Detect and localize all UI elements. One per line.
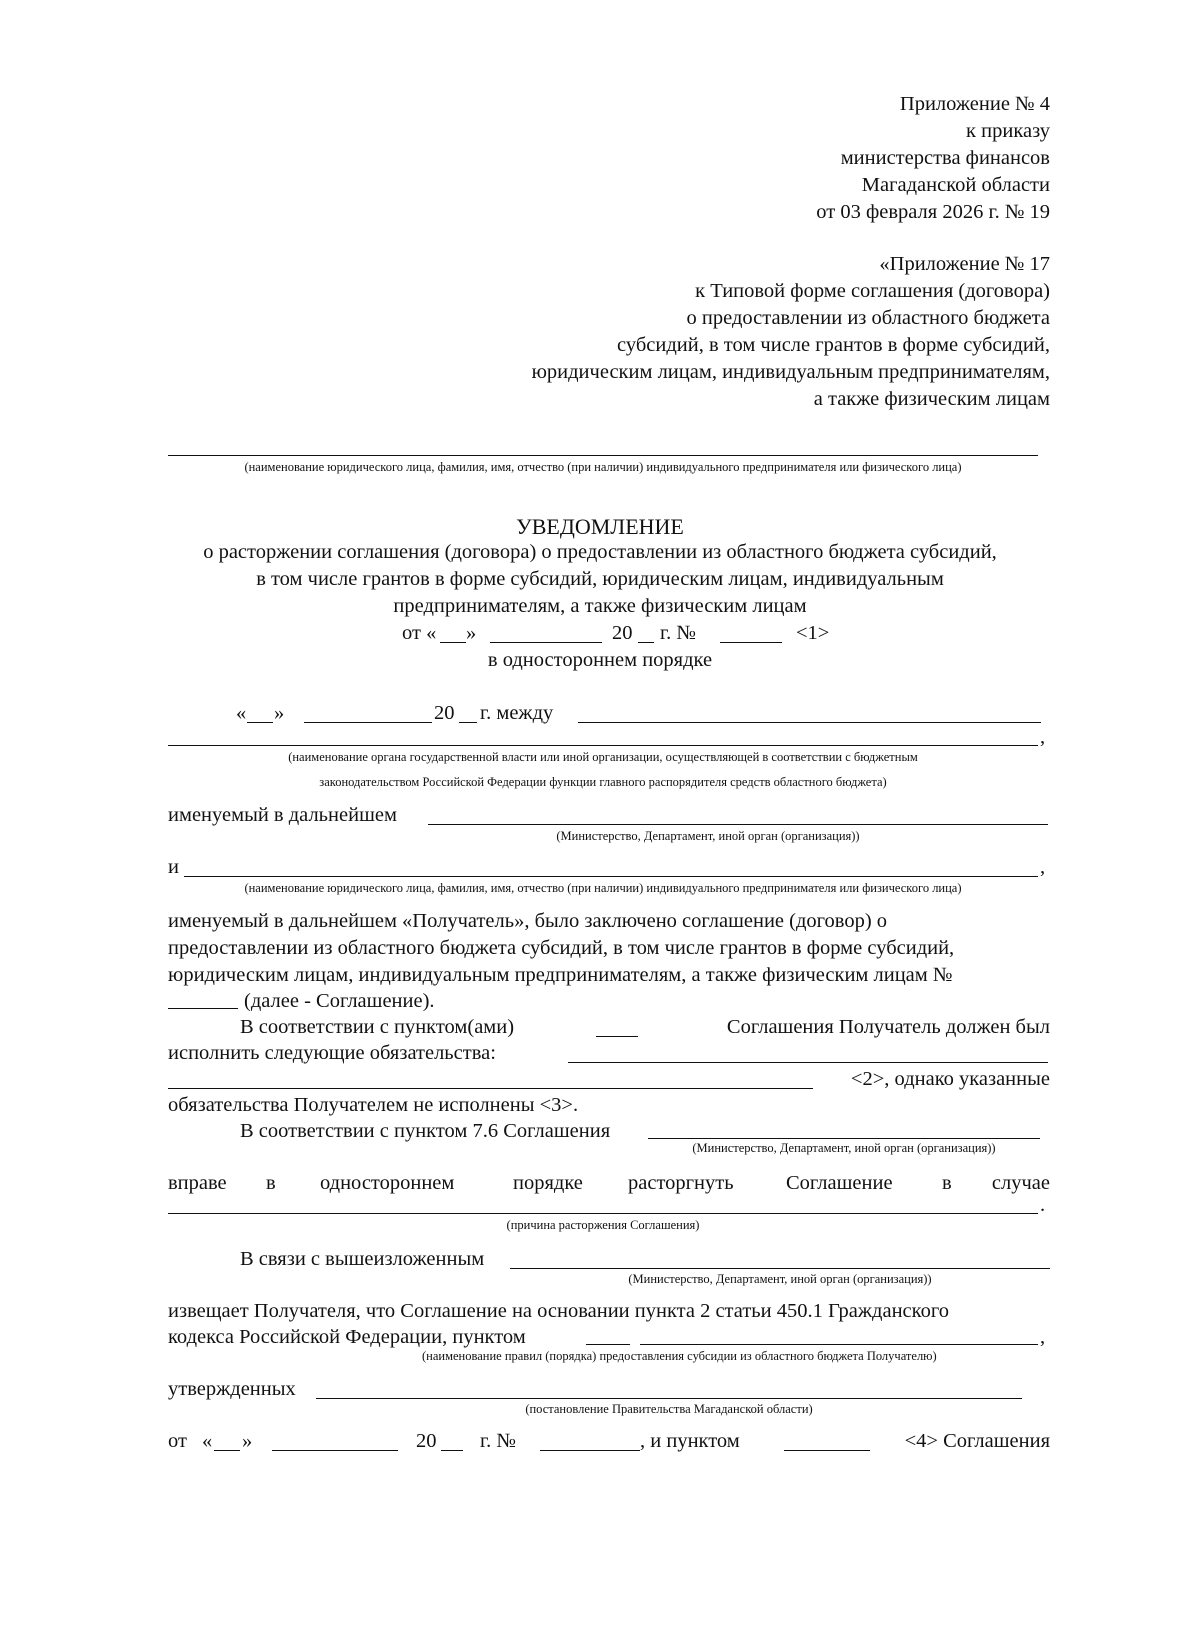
paragraph-line: <2>, однако указанные	[850, 1068, 1050, 1090]
header-line: юридическим лицам, индивидуальным предпринимателям,	[531, 361, 1050, 383]
title-day-field[interactable]	[440, 642, 466, 643]
ministry-field-2[interactable]	[648, 1138, 1040, 1139]
word: порядке	[513, 1172, 583, 1194]
recipient-caption: (наименование юридического лица, фамилия, имя, отчество (при наличии) индивидуального предпринимателя или физического лица)	[244, 881, 962, 895]
and-point-label: , и пунктом	[640, 1430, 740, 1452]
obligations-field-2[interactable]	[168, 1088, 813, 1089]
title-line: в том числе грантов в форме субсидий, юридическим лицам, индивидуальным	[256, 568, 944, 590]
agreement-number-field[interactable]	[168, 1008, 238, 1009]
resolution-caption: (постановление Правительства Магаданской области)	[525, 1402, 813, 1416]
ministry-field[interactable]	[428, 824, 1048, 825]
period: .	[1040, 1194, 1046, 1216]
paragraph-line: юридическим лицам, индивидуальным предпринимателям, а также физическим лицам №	[168, 964, 953, 986]
header-line: к приказу	[966, 120, 1050, 142]
paragraph-line: В связи с вышеизложенным	[240, 1248, 485, 1270]
paragraph-line: извещает Получателя, что Соглашение на основании пункта 2 статьи 450.1 Гражданского	[168, 1300, 949, 1322]
title-year-field[interactable]	[638, 642, 654, 643]
header-line: Магаданской области	[861, 174, 1050, 196]
title-number-label: г. №	[660, 622, 696, 644]
rules-point-field[interactable]	[586, 1344, 630, 1345]
paragraph-line: кодекса Российской Федерации, пунктом	[168, 1326, 526, 1348]
recipient-top-caption: (наименование юридического лица, фамилия, имя, отчество (при наличии) индивидуального предпринимателя или физического лица)	[244, 460, 962, 474]
word: случае	[991, 1172, 1050, 1194]
point-field[interactable]	[784, 1450, 870, 1451]
paragraph-line: В соответствии с пунктом(ами)	[240, 1016, 515, 1038]
date-year: 20	[434, 702, 455, 724]
header-line: «Приложение № 17	[879, 253, 1050, 275]
organ-field[interactable]	[578, 722, 1041, 723]
ministry-caption-2: (Министерство, Департамент, иной орган (организация))	[692, 1141, 996, 1155]
word: одностороннем	[320, 1172, 455, 1194]
between-label: г. между	[480, 702, 554, 724]
rules-name-field[interactable]	[640, 1344, 1038, 1345]
header-line: Приложение № 4	[899, 93, 1050, 115]
resolution-number-field[interactable]	[540, 1450, 640, 1451]
date-year-field[interactable]	[459, 722, 477, 723]
word: в	[942, 1172, 952, 1194]
paragraph-line: предоставлении из областного бюджета субсидий, в том числе грантов в форме субсидий,	[168, 937, 955, 959]
word: в	[266, 1172, 276, 1194]
header-line: о предоставлении из областного бюджета	[686, 307, 1050, 329]
header-line: субсидий, в том числе грантов в форме субсидий,	[617, 334, 1050, 356]
approved-label: утвержденных	[168, 1378, 296, 1400]
date-quote-close: »	[242, 1430, 253, 1452]
word: расторгнуть	[628, 1172, 734, 1194]
reason-caption: (причина расторжения Соглашения)	[506, 1218, 700, 1232]
resolution-day-field[interactable]	[214, 1450, 240, 1451]
title-year: 20	[612, 622, 633, 644]
paragraph-line: В соответствии с пунктом 7.6 Соглашения	[240, 1120, 611, 1142]
named-label: именуемый в дальнейшем	[168, 804, 397, 826]
resolution-year: 20	[416, 1430, 437, 1452]
date-quote-open: «	[236, 702, 247, 724]
header-line: к Типовой форме соглашения (договора)	[695, 280, 1050, 302]
from-label: от	[168, 1430, 187, 1452]
organ-field-2[interactable]	[168, 745, 1038, 746]
paragraph-line: обязательства Получателем не исполнены <3>.	[168, 1094, 579, 1116]
title-month-field[interactable]	[490, 642, 602, 643]
date-month-field[interactable]	[304, 722, 432, 723]
header-line: а также физическим лицам	[813, 388, 1050, 410]
comma: ,	[1040, 726, 1046, 748]
paragraph-line: (далее - Соглашение).	[244, 990, 435, 1012]
resolution-number-label: г. №	[480, 1430, 516, 1452]
ministry-caption-3: (Министерство, Департамент, иной орган (организация))	[628, 1272, 932, 1286]
header-line: министерства финансов	[840, 147, 1050, 169]
comma: ,	[1040, 1326, 1046, 1348]
obligations-field[interactable]	[568, 1062, 1048, 1063]
reason-field[interactable]	[168, 1213, 1038, 1214]
title-date-from: от «	[402, 622, 437, 644]
ministry-caption: (Министерство, Департамент, иной орган (организация))	[556, 829, 860, 843]
paragraph-line: Соглашения Получатель должен был	[726, 1016, 1050, 1038]
ministry-field-3[interactable]	[510, 1268, 1050, 1269]
paragraph-line: исполнить следующие обязательства:	[168, 1042, 496, 1064]
word: Соглашение	[786, 1172, 893, 1194]
organ-caption-2: законодательством Российской Федерации функции главного распорядителя средств областного бюджета)	[319, 775, 887, 789]
recipient-top-field[interactable]	[168, 455, 1038, 456]
title-line: о расторжении соглашения (договора) о предоставлении из областного бюджета субсидий,	[203, 541, 997, 563]
title-line: в одностороннем порядке	[487, 649, 713, 671]
comma: ,	[1040, 856, 1046, 878]
word: вправе	[168, 1172, 227, 1194]
title-line: предпринимателям, а также физическим лицам	[393, 595, 807, 617]
footnote-4: <4> Соглашения	[904, 1430, 1050, 1452]
title-date-quote: »	[466, 622, 477, 644]
header-line: от 03 февраля 2026 г. № 19	[816, 201, 1050, 223]
footnote-1: <1>	[796, 622, 830, 644]
resolution-field[interactable]	[316, 1398, 1022, 1399]
organ-caption-1: (наименование органа государственной власти или иной организации, осуществляющей в соответствии с бюджетным	[288, 750, 918, 764]
and-label: и	[168, 856, 179, 878]
recipient-field[interactable]	[184, 876, 1038, 877]
date-quote-open: «	[202, 1430, 213, 1452]
clause-number-field[interactable]	[596, 1036, 638, 1037]
document-title: УВЕДОМЛЕНИЕ	[516, 514, 684, 539]
paragraph-line: именуемый в дальнейшем «Получатель», было заключено соглашение (договор) о	[168, 910, 888, 932]
title-number-field[interactable]	[720, 642, 782, 643]
rules-caption: (наименование правил (порядка) предоставления субсидии из областного бюджета Получателю)	[422, 1349, 937, 1363]
date-quote-close: »	[274, 702, 285, 724]
resolution-year-field[interactable]	[441, 1450, 463, 1451]
date-day-field[interactable]	[247, 722, 273, 723]
resolution-month-field[interactable]	[272, 1450, 398, 1451]
